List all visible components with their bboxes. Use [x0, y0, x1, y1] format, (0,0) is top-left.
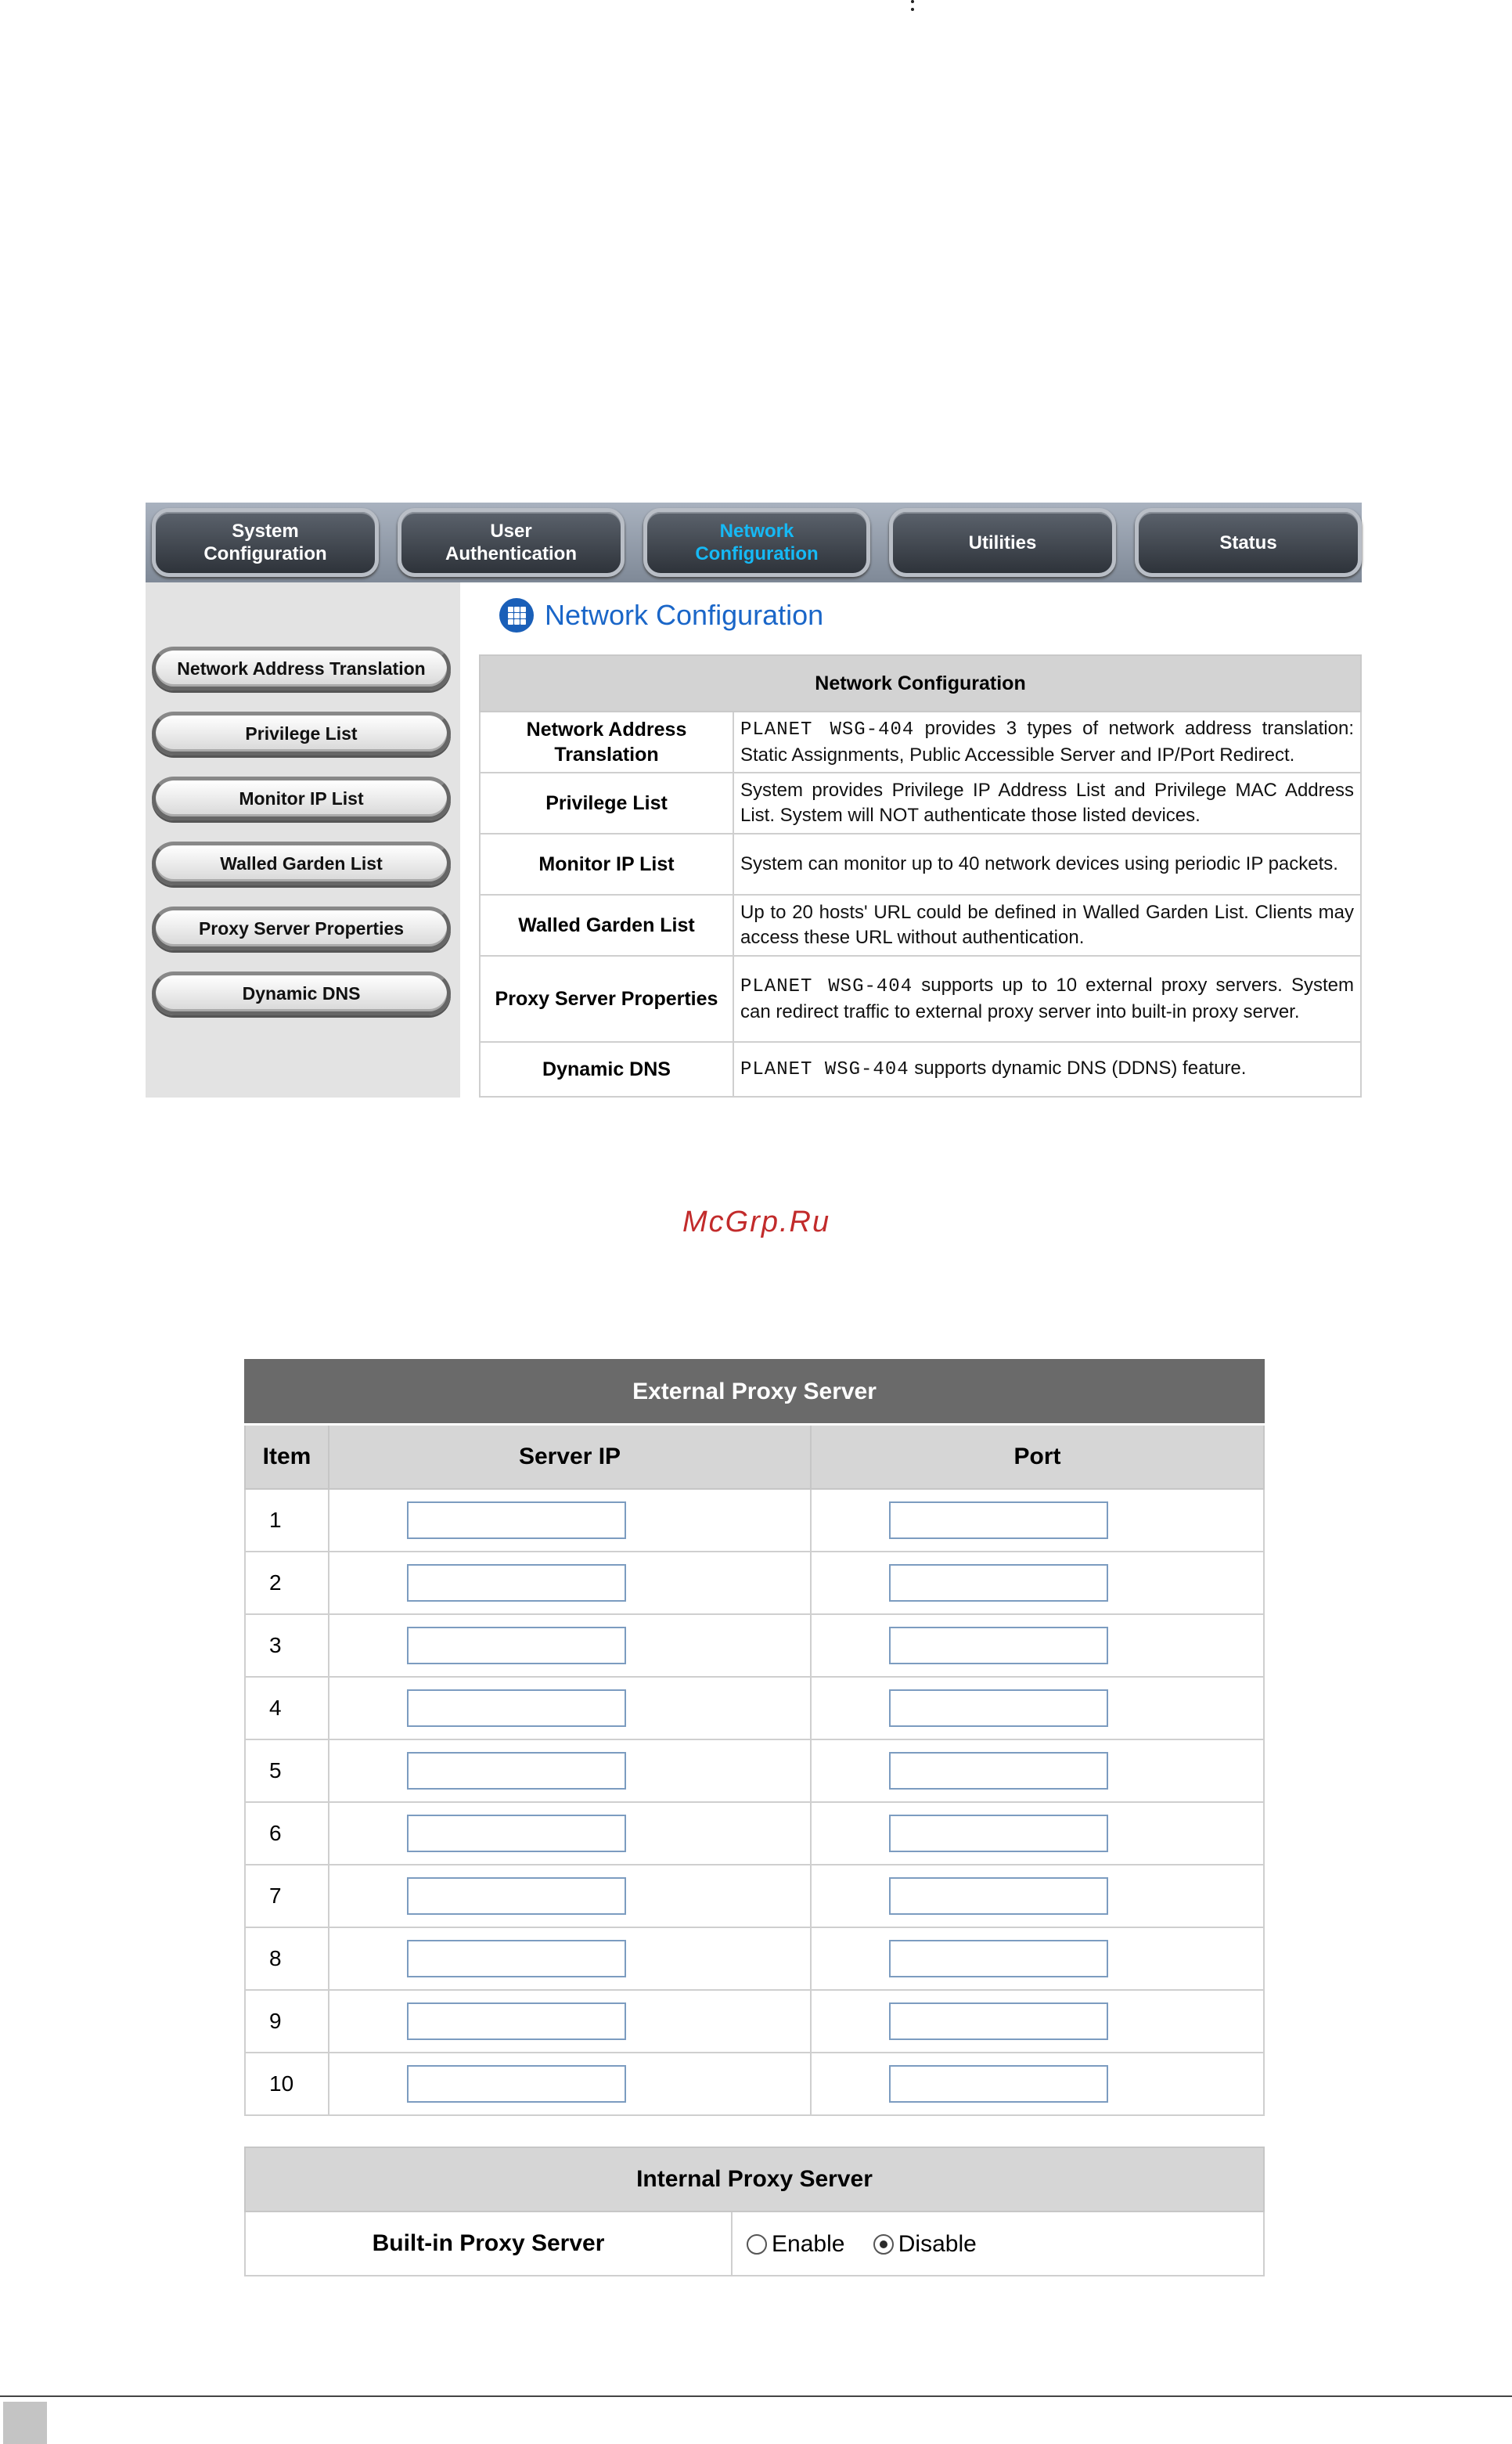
- brand-text: PLANET WSG-404: [740, 1059, 909, 1080]
- table-row: [245, 1677, 1264, 1739]
- table-row: [245, 1739, 1264, 1802]
- network-config-table: [479, 654, 1362, 1098]
- table-header: Network Configuration: [480, 655, 1361, 712]
- server-ip-input[interactable]: [407, 1940, 626, 1977]
- server-ip-input[interactable]: [407, 2065, 626, 2103]
- row-key: Network Address Translation: [480, 712, 733, 773]
- table-row: [480, 712, 1361, 773]
- sidebar-item-dynamic-dns[interactable]: Dynamic DNS: [152, 971, 451, 1015]
- description-text: Up to 20 hosts' URL could be defined in Walled Garden List. Clients may access these URL without authentication.: [740, 902, 1354, 948]
- column-port: Port: [811, 1425, 1264, 1490]
- port-input[interactable]: [889, 1564, 1108, 1602]
- row-description: [733, 773, 1361, 834]
- tab-utilities[interactable]: Utilities: [889, 508, 1116, 577]
- table-row: [245, 1489, 1264, 1552]
- disable-label: Disable: [898, 2230, 977, 2257]
- table-row: [245, 1552, 1264, 1614]
- row-key: Dynamic DNS: [480, 1042, 733, 1097]
- internal-proxy-title: Internal Proxy Server: [245, 2147, 1264, 2211]
- item-number: 6: [245, 1802, 329, 1865]
- server-ip-input[interactable]: [407, 2002, 626, 2040]
- description-text: System can monitor up to 40 network devices using periodic IP packets.: [740, 853, 1338, 874]
- tab-system-configuration[interactable]: System Configuration: [152, 508, 379, 577]
- row-key: Walled Garden List: [480, 895, 733, 956]
- sidebar-item-network-address-translation[interactable]: Network Address Translation: [152, 647, 451, 690]
- description-text: supports dynamic DNS (DDNS) feature.: [909, 1058, 1247, 1079]
- enable-label: Enable: [772, 2230, 845, 2257]
- footer-divider: [0, 2395, 1512, 2397]
- column-server-ip: Server IP: [329, 1425, 811, 1490]
- external-proxy-title: External Proxy Server: [245, 1360, 1264, 1425]
- server-ip-input[interactable]: [407, 1877, 626, 1915]
- row-description: [733, 895, 1361, 956]
- table-row: [480, 956, 1361, 1042]
- item-number: 9: [245, 1990, 329, 2053]
- built-in-proxy-label: Built-in Proxy Server: [245, 2211, 732, 2276]
- port-input[interactable]: [889, 1501, 1108, 1539]
- sidebar-item-privilege-list[interactable]: Privilege List: [152, 712, 451, 755]
- row-description: [733, 1042, 1361, 1097]
- port-input[interactable]: [889, 1877, 1108, 1915]
- tab-status[interactable]: Status: [1135, 508, 1362, 577]
- port-input[interactable]: [889, 1940, 1108, 1977]
- port-input[interactable]: [889, 2065, 1108, 2103]
- table-row: [245, 1614, 1264, 1677]
- internal-proxy-table: [244, 2147, 1265, 2276]
- table-row: [480, 773, 1361, 834]
- table-row: [245, 1927, 1264, 1990]
- port-input[interactable]: [889, 1689, 1108, 1727]
- row-description: [733, 712, 1361, 773]
- port-input[interactable]: [889, 1752, 1108, 1790]
- top-nav: [146, 503, 1362, 582]
- enable-radio[interactable]: [747, 2234, 767, 2255]
- server-ip-input[interactable]: [407, 1501, 626, 1539]
- page-mark: [911, 0, 916, 17]
- description-text: System provides Privilege IP Address List and Privilege MAC Address List. System will NOT authenticate those listed devices.: [740, 780, 1354, 826]
- item-number: 3: [245, 1614, 329, 1677]
- port-input[interactable]: [889, 1815, 1108, 1852]
- server-ip-input[interactable]: [407, 1815, 626, 1852]
- row-key: Privilege List: [480, 773, 733, 834]
- item-number: 1: [245, 1489, 329, 1552]
- page-title: [499, 598, 823, 633]
- port-input[interactable]: [889, 1627, 1108, 1664]
- table-row: [245, 1865, 1264, 1927]
- brand-text: PLANET WSG-404: [740, 719, 915, 741]
- description-text: supports up to 10 external proxy servers. System can redirect traffic to external proxy server into built-in proxy server.: [740, 975, 1354, 1022]
- row-key: Monitor IP List: [480, 834, 733, 895]
- server-ip-input[interactable]: [407, 1689, 626, 1727]
- port-input[interactable]: [889, 2002, 1108, 2040]
- table-row: [480, 834, 1361, 895]
- description-text: provides 3 types of network address translation: Static Assignments, Public Accessible Server and IP/Port Redirect.: [740, 718, 1354, 766]
- server-ip-input[interactable]: [407, 1564, 626, 1602]
- tab-network-configuration[interactable]: Network Configuration: [643, 508, 870, 577]
- disable-radio[interactable]: [873, 2234, 894, 2255]
- item-number: 5: [245, 1739, 329, 1802]
- network-config-screen: [146, 503, 1362, 1098]
- table-row: [480, 1042, 1361, 1097]
- sidebar: [146, 582, 460, 1098]
- watermark: McGrp.Ru: [682, 1206, 831, 1238]
- item-number: 4: [245, 1677, 329, 1739]
- sidebar-item-proxy-server-properties[interactable]: Proxy Server Properties: [152, 907, 451, 950]
- page-title-text: Network Configuration: [545, 599, 824, 631]
- row-description: [733, 834, 1361, 895]
- footer-tab: [3, 2402, 47, 2444]
- sidebar-item-monitor-ip-list[interactable]: Monitor IP List: [152, 777, 451, 820]
- row-description: [733, 956, 1361, 1042]
- server-ip-input[interactable]: [407, 1752, 626, 1790]
- item-number: 8: [245, 1927, 329, 1990]
- network-icon: [499, 598, 534, 633]
- item-number: 7: [245, 1865, 329, 1927]
- sidebar-item-walled-garden-list[interactable]: Walled Garden List: [152, 842, 451, 885]
- table-row: [245, 1802, 1264, 1865]
- row-key: Proxy Server Properties: [480, 956, 733, 1042]
- table-row: [245, 1990, 1264, 2053]
- server-ip-input[interactable]: [407, 1627, 626, 1664]
- tab-user-authentication[interactable]: User Authentication: [398, 508, 625, 577]
- brand-text: PLANET WSG-404: [740, 976, 913, 997]
- table-row: [245, 2053, 1264, 2115]
- item-number: 10: [245, 2053, 329, 2115]
- column-item: Item: [245, 1425, 329, 1490]
- table-row: [480, 895, 1361, 956]
- item-number: 2: [245, 1552, 329, 1614]
- external-proxy-table: [244, 1359, 1265, 2116]
